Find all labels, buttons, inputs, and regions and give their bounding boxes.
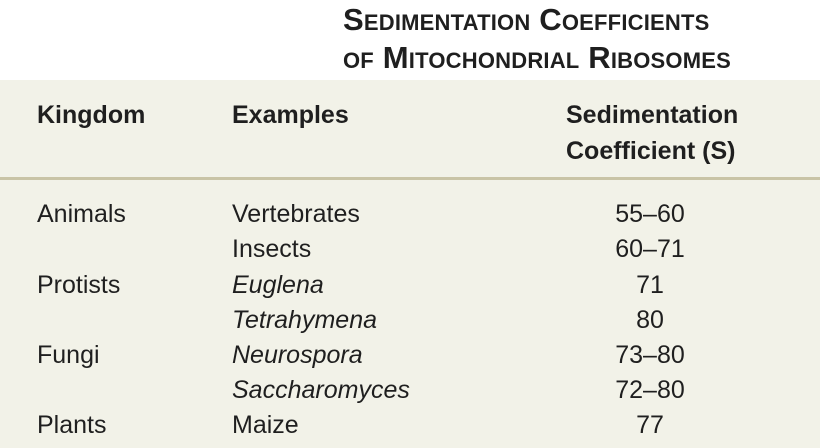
header-coefficient-line-1: Sedimentation: [566, 101, 739, 129]
header-divider: [0, 177, 820, 180]
header-coefficient-line-2: Coefficient (S): [566, 137, 736, 165]
coefficient-cell: 71: [636, 271, 664, 299]
coefficient-cell: 55–60: [615, 200, 685, 228]
kingdom-cell: Animals: [37, 200, 126, 228]
table-title-line-1: Sedimentation Coefficients: [343, 2, 710, 37]
table-title-block: [0, 0, 820, 80]
coefficient-cell: 77: [636, 411, 664, 439]
table-row: [0, 373, 820, 408]
header-sedimentation-coefficient: [566, 97, 738, 169]
example-cell: Tetrahymena: [232, 306, 377, 334]
coefficient-cell: 80: [636, 306, 664, 334]
table-row: [0, 197, 820, 232]
table-row: [0, 338, 820, 373]
header-kingdom: Kingdom: [37, 101, 146, 129]
table-row: [0, 268, 820, 303]
coefficient-cell: 73–80: [615, 341, 685, 369]
table-row: [0, 408, 820, 443]
example-cell: Vertebrates: [232, 200, 360, 228]
kingdom-cell: Plants: [37, 411, 107, 439]
kingdom-cell: Fungi: [37, 341, 100, 369]
kingdom-cell: Protists: [37, 271, 121, 299]
coefficient-cell: 60–71: [615, 235, 685, 263]
example-cell: Maize: [232, 411, 299, 439]
example-cell: Neurospora: [232, 341, 363, 369]
example-cell: Euglena: [232, 271, 324, 299]
header-examples: Examples: [232, 101, 349, 129]
data-table: [0, 80, 820, 448]
table-row: [0, 303, 820, 338]
coefficient-cell: 72–80: [615, 376, 685, 404]
example-cell: Saccharomyces: [232, 376, 410, 404]
table-row: [0, 232, 820, 267]
example-cell: Insects: [232, 235, 312, 263]
table-title-line-2: of Mitochondrial Ribosomes: [343, 40, 732, 75]
